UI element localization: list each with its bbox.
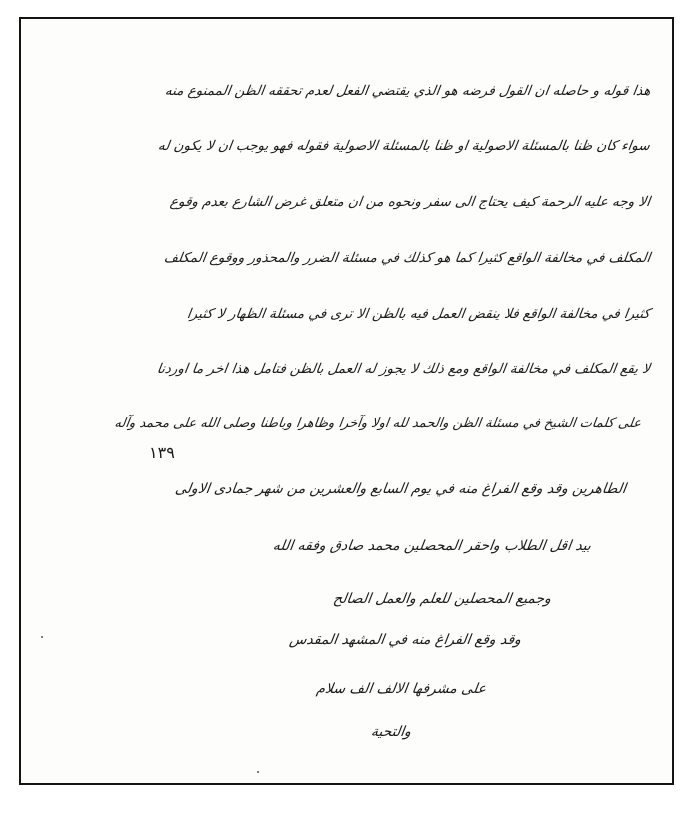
colophon-line-4: وجميع المحصلين للعلم والعمل الصالح [332, 591, 553, 607]
colophon-line-2: الطاهرين وقد وقع الفراغ منه في يوم السابع والعشرين من شهر جمادى الاولى [174, 481, 628, 497]
colophon-line-5: وقد وقع الفراغ منه في المشهد المقدس [288, 632, 523, 648]
colophon-line-3: بيد اقل الطلاب واحقر المحصلين محمد صادق وفقه الله [271, 538, 593, 554]
body-line-3: الا وجه عليه الرحمة كيف يحتاج الى سفر ونحوه من ان متعلق غرض الشارع بعدم وقوع [169, 194, 652, 210]
body-line-1: هذا قوله و حاصله ان القول فرضه هو الذي يقتضي الفعل لعدم تحققه الظن الممنوع منه [163, 83, 652, 99]
body-line-6: لا يقع المكلف في مخالفة الواقع ومع ذلك لا يجوز له العمل بالظن فتامل هذا اخر ما اوردنا [156, 361, 652, 377]
ink-speck [257, 771, 259, 773]
manuscript-page [19, 17, 674, 785]
colophon-line-1: على كلمات الشيخ في مسئلة الظن والحمد لله اولا وآخرا وظاهرا وباطنا وصلى الله على محمد وآله [113, 416, 643, 431]
body-line-2: سواء كان ظنا بالمسئلة الاصولية او ظنا بالمسئلة الاصولية فقوله فهو يوجب ان لا يكون له [157, 138, 652, 154]
ink-speck [41, 636, 43, 638]
manuscript-text-block [21, 19, 672, 783]
body-line-5: كثيرا في مخالفة الواقع فلا ينقض العمل فيه بالظن الا ترى في مسئلة الظهار لا كثيرا [186, 306, 652, 322]
body-line-4: المكلف في مخالفة الواقع كثيرا كما هو كذلك في مسئلة الضرر والمحذور ووقوع المكلف [162, 250, 652, 266]
folio-number: ١٣٩ [149, 443, 175, 462]
colophon-line-6: على مشرفها الالف الف سلام [315, 681, 488, 697]
colophon-line-7: والتحية [369, 724, 413, 740]
